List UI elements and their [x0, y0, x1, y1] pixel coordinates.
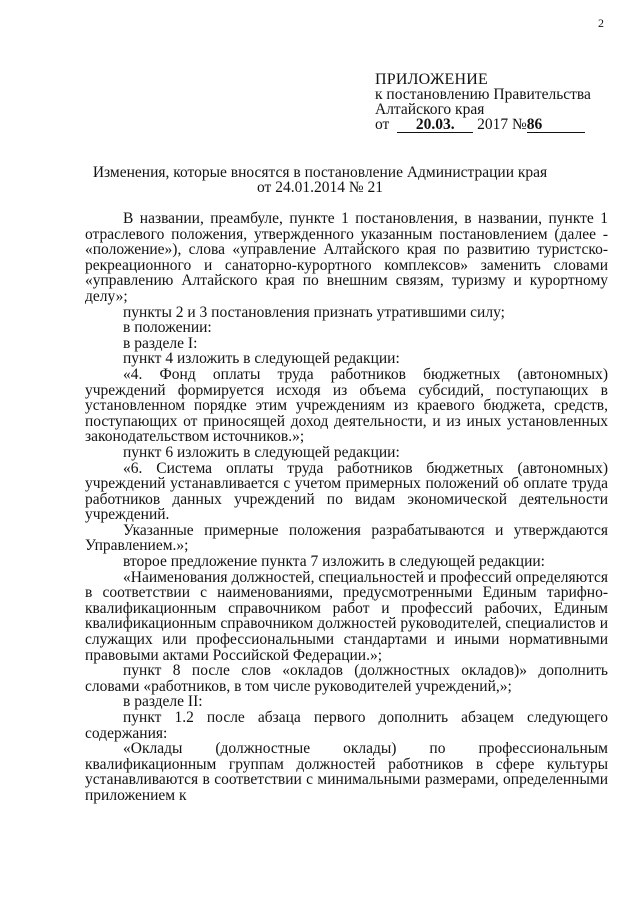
paragraph: пункт 1.2 после абзаца первого дополнить абзацем следующего содержания: [85, 709, 608, 742]
date-prefix: от [375, 116, 390, 133]
date-value: 20.03. [397, 118, 473, 133]
number-value: 86 [527, 118, 585, 133]
paragraph: пункты 2 и 3 постановления признать утратившими силу; [123, 303, 505, 321]
paragraph: Указанные примерные положения разрабатываются и утверждаются Управлением.»; [85, 521, 608, 555]
paragraph: «6. Система оплаты труда работников бюджетных (автономных) учреждений устанавливается с учетом примерных положений об оплате труда работников данных учреждений по видам экономической деятельности учреждений. [85, 459, 608, 524]
date-year: 2017 [477, 116, 509, 133]
paragraph: В названии, преамбуле, пункте 1 постановления, в названии, пункте 1 отраслевого положения, утвержденного указанным постановлением (далее - «положение»), слова «управление Алтайского края по развитию туристско-рекреационного и санаторно-курортного комплексов» заменить словами «управлению Алтайского края по внешним связям, туризму и курортному делу»; [85, 210, 608, 305]
paragraph: «4. Фонд оплаты труда работников бюджетных (автономных) учреждений формируется исходя из объема субсидий, поступающих в установленном порядке этим учреждениям из краевого бюджета, средств, поступающих от приносящей доход деятельности, и из иных установленных законодательством источников.»; [85, 365, 608, 446]
document-body [85, 211, 608, 804]
number-sign: № [511, 116, 527, 133]
appendix-line-1: к постановлению Правительства [375, 86, 591, 103]
heading-line-1: Изменения, которые вносятся в постановление Администрации края [92, 164, 548, 181]
appendix-line-2: Алтайского края [375, 101, 485, 118]
paragraph: пункт 4 изложить в следующей редакции: [123, 350, 400, 368]
paragraph: «Оклады (должностные оклады) по профессиональным квалификационным группам должностей работников в сфере культуры устанавливаются в соответствии с минимальными размерами, определенными приложением к [85, 740, 608, 804]
paragraph: в положении: [123, 319, 212, 337]
paragraph: в разделе II: [123, 693, 203, 711]
page-number: 2 [598, 16, 604, 30]
paragraph: пункт 8 после слов «окладов (должностных окладов)» дополнить словами «работников, в том числе руководителей учреждений,»; [85, 662, 608, 695]
paragraph: второе предложение пункта 7 изложить в следующей редакции: [123, 553, 545, 571]
paragraph: «Наименования должностей, специальностей и профессий определяются в соответствии с наименованиями, предусмотренными Единым тарифно-квалификационным справочником работ и профессий рабочих, Единым квалификационным справочником должностей руководителей, специалистов и служащих или профессиональными стандартами и иными нормативными правовыми актами Российской Федерации.»; [85, 568, 608, 664]
heading-line-2: от 24.01.2014 № 21 [257, 179, 383, 196]
appendix-date-line [375, 117, 625, 133]
paragraph: в разделе I: [123, 334, 198, 352]
paragraph: пункт 6 изложить в следующей редакции: [123, 443, 400, 461]
appendix-title: ПРИЛОЖЕНИЕ [375, 71, 489, 88]
appendix-block [375, 72, 625, 133]
document-heading [80, 165, 560, 195]
